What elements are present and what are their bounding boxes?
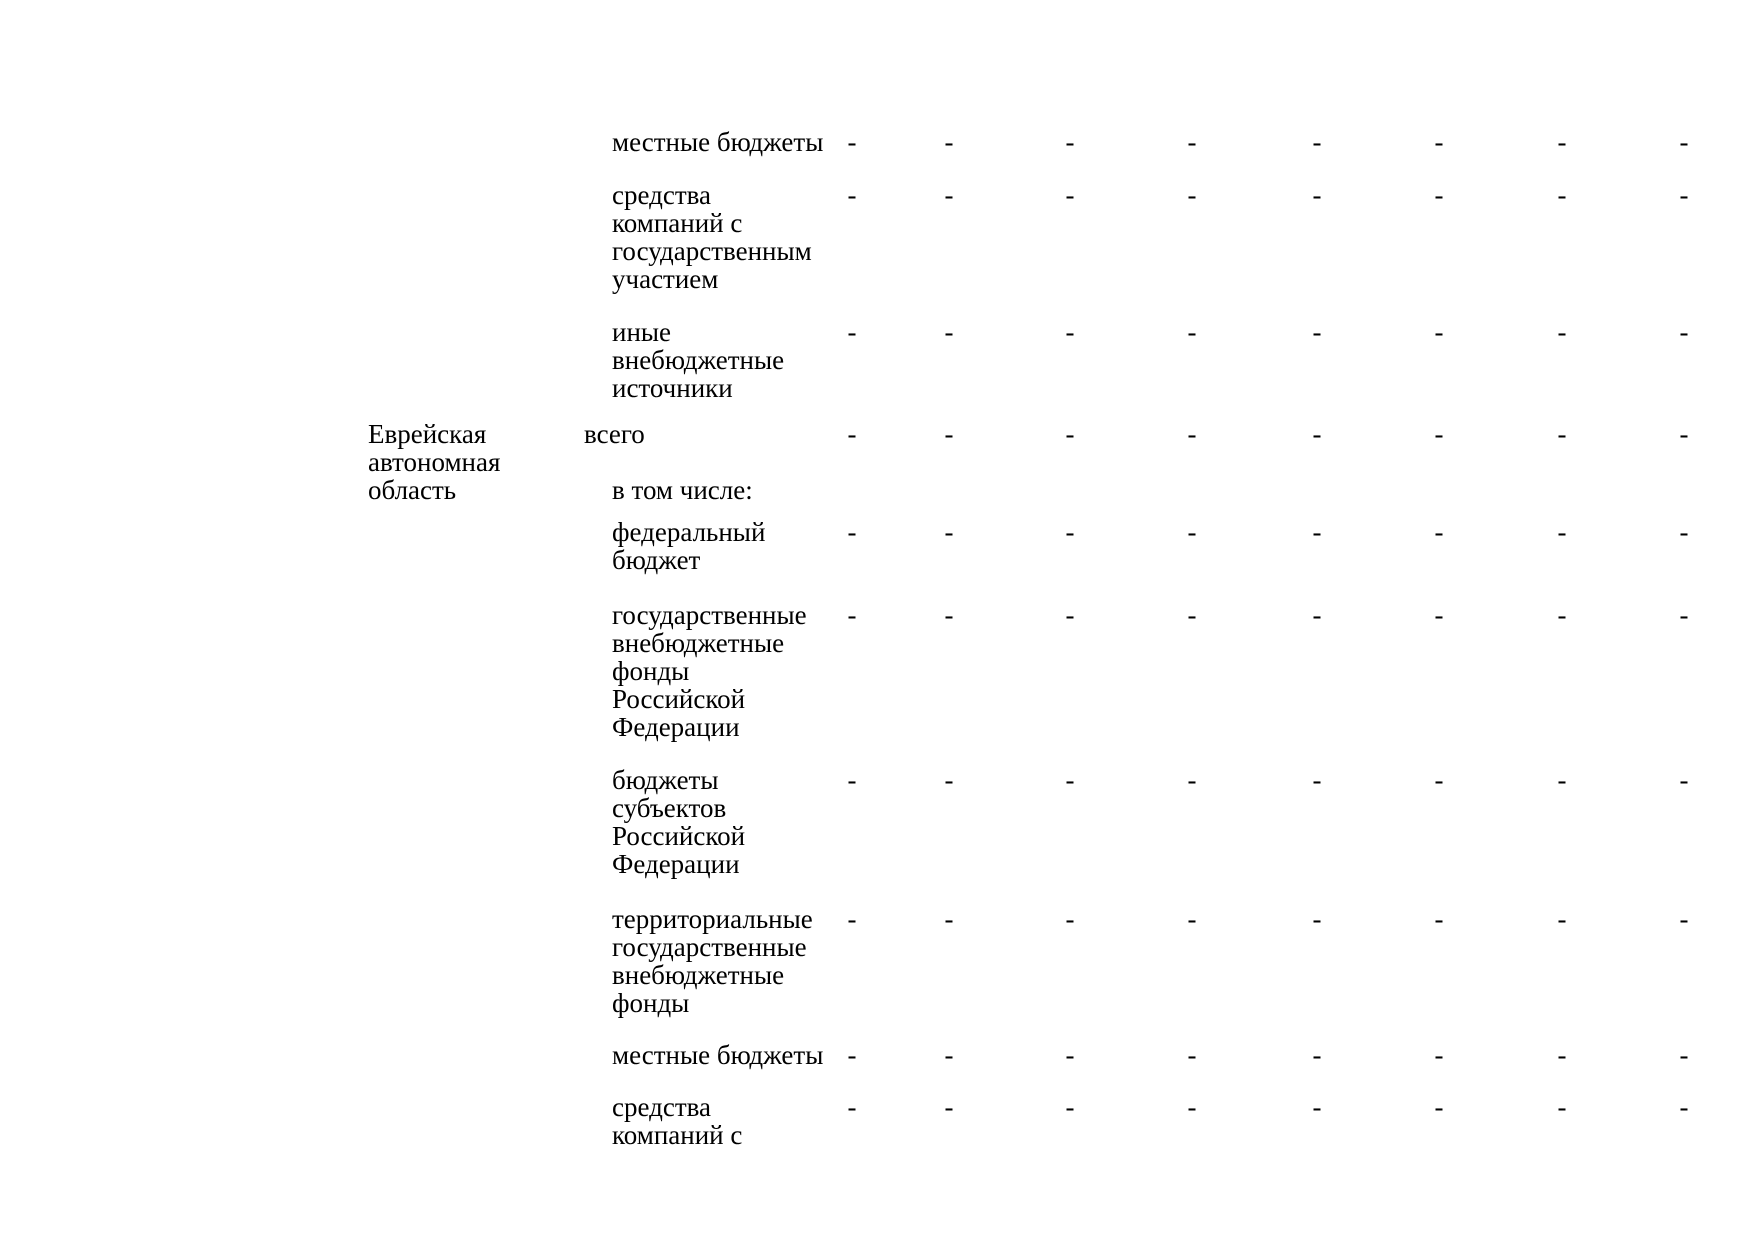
funding-source-label (612, 905, 813, 1017)
funding-source-line: фонды (612, 988, 690, 1018)
value-cell: - (1187, 904, 1197, 934)
value-cell: - (1187, 180, 1197, 210)
value-cell: - (1434, 904, 1444, 934)
funding-source-label (612, 518, 765, 574)
value-cell: - (1065, 419, 1075, 449)
value-cell: - (1557, 765, 1567, 795)
value-cell: - (944, 1040, 954, 1070)
region-name-line: Еврейская (368, 419, 487, 449)
value-cell: - (1679, 1040, 1689, 1070)
value-cell: - (944, 1092, 954, 1122)
region-name-line: область (368, 475, 457, 505)
funding-source-line: бюджеты (612, 765, 719, 795)
funding-source-line: территориальные (612, 904, 813, 934)
funding-source-line: фонды (612, 656, 690, 686)
value-cell: - (1557, 517, 1567, 547)
funding-source-line: Федерации (612, 712, 740, 742)
funding-source-line: Российской (612, 684, 746, 714)
funding-source-line: федеральный (612, 517, 766, 547)
value-cell: - (944, 419, 954, 449)
value-cell: - (847, 180, 857, 210)
value-cell: - (847, 1092, 857, 1122)
value-cell: - (1312, 127, 1322, 157)
funding-source-line: бюджет (612, 545, 701, 575)
value-cell: - (1557, 127, 1567, 157)
funding-source-label (612, 1041, 823, 1069)
value-cell: - (1434, 517, 1444, 547)
value-cell: - (847, 765, 857, 795)
funding-source-line: компаний с (612, 208, 743, 238)
funding-source-line: иные (612, 317, 672, 347)
funding-source-line: всего (584, 419, 645, 449)
value-cell: - (1065, 904, 1075, 934)
value-cell: - (1679, 600, 1689, 630)
funding-source-line: средства (612, 1092, 712, 1122)
value-cell: - (1557, 317, 1567, 347)
value-cell: - (1187, 1092, 1197, 1122)
value-cell: - (1557, 600, 1567, 630)
funding-source-label (612, 181, 812, 293)
value-cell: - (1434, 317, 1444, 347)
funding-source-line: субъектов (612, 793, 727, 823)
value-cell: - (1557, 1092, 1567, 1122)
value-cell: - (1187, 419, 1197, 449)
funding-source-label (584, 420, 645, 448)
value-cell: - (847, 517, 857, 547)
value-cell: - (1434, 419, 1444, 449)
value-cell: - (1557, 419, 1567, 449)
value-cell: - (1312, 1040, 1322, 1070)
funding-source-line: государственные (612, 600, 807, 630)
funding-source-label (612, 1093, 742, 1149)
value-cell: - (1434, 765, 1444, 795)
funding-source-line: внебюджетные (612, 345, 785, 375)
value-cell: - (1312, 517, 1322, 547)
value-cell: - (1187, 1040, 1197, 1070)
value-cell: - (1065, 1092, 1075, 1122)
value-cell: - (847, 600, 857, 630)
funding-source-label (612, 601, 807, 741)
value-cell: - (1557, 904, 1567, 934)
value-cell: - (1312, 317, 1322, 347)
value-cell: - (847, 904, 857, 934)
funding-source-line: средства (612, 180, 712, 210)
value-cell: - (1557, 180, 1567, 210)
value-cell: - (1434, 180, 1444, 210)
value-cell: - (1312, 765, 1322, 795)
funding-source-line: участием (612, 264, 719, 294)
value-cell: - (944, 127, 954, 157)
value-cell: - (847, 419, 857, 449)
value-cell: - (1312, 180, 1322, 210)
funding-source-label (612, 476, 753, 504)
funding-source-line: источники (612, 373, 733, 403)
value-cell: - (1679, 419, 1689, 449)
value-cell: - (847, 1040, 857, 1070)
value-cell: - (1065, 317, 1075, 347)
value-cell: - (1434, 1040, 1444, 1070)
funding-source-label (612, 766, 745, 878)
value-cell: - (1312, 600, 1322, 630)
value-cell: - (847, 127, 857, 157)
funding-source-line: местные бюджеты (612, 1040, 824, 1070)
value-cell: - (1312, 419, 1322, 449)
value-cell: - (1679, 904, 1689, 934)
value-cell: - (1187, 600, 1197, 630)
value-cell: - (1065, 180, 1075, 210)
value-cell: - (1065, 517, 1075, 547)
value-cell: - (1434, 600, 1444, 630)
value-cell: - (1312, 1092, 1322, 1122)
value-cell: - (944, 600, 954, 630)
value-cell: - (1065, 765, 1075, 795)
value-cell: - (1312, 904, 1322, 934)
value-cell: - (1679, 517, 1689, 547)
funding-source-line: компаний с (612, 1120, 743, 1150)
funding-source-label (612, 318, 784, 402)
value-cell: - (1679, 317, 1689, 347)
value-cell: - (1187, 517, 1197, 547)
region-name-line: автономная (368, 447, 501, 477)
funding-source-line: внебюджетные (612, 960, 785, 990)
funding-source-line: Российской (612, 821, 746, 851)
value-cell: - (1679, 127, 1689, 157)
funding-source-line: Федерации (612, 849, 740, 879)
value-cell: - (944, 904, 954, 934)
value-cell: - (1065, 1040, 1075, 1070)
value-cell: - (1434, 127, 1444, 157)
value-cell: - (1557, 1040, 1567, 1070)
value-cell: - (1187, 317, 1197, 347)
region-name (368, 420, 500, 504)
value-cell: - (944, 317, 954, 347)
funding-source-line: государственные (612, 932, 807, 962)
value-cell: - (944, 765, 954, 795)
value-cell: - (1065, 600, 1075, 630)
value-cell: - (1679, 1092, 1689, 1122)
funding-source-line: внебюджетные (612, 628, 785, 658)
value-cell: - (944, 180, 954, 210)
value-cell: - (1679, 180, 1689, 210)
value-cell: - (1679, 765, 1689, 795)
value-cell: - (1187, 127, 1197, 157)
value-cell: - (944, 517, 954, 547)
funding-source-label (612, 128, 823, 156)
funding-source-line: местные бюджеты (612, 127, 824, 157)
funding-source-line: в том числе: (612, 475, 753, 505)
funding-source-line: государственным (612, 236, 812, 266)
value-cell: - (1187, 765, 1197, 795)
value-cell: - (1434, 1092, 1444, 1122)
value-cell: - (1065, 127, 1075, 157)
value-cell: - (847, 317, 857, 347)
